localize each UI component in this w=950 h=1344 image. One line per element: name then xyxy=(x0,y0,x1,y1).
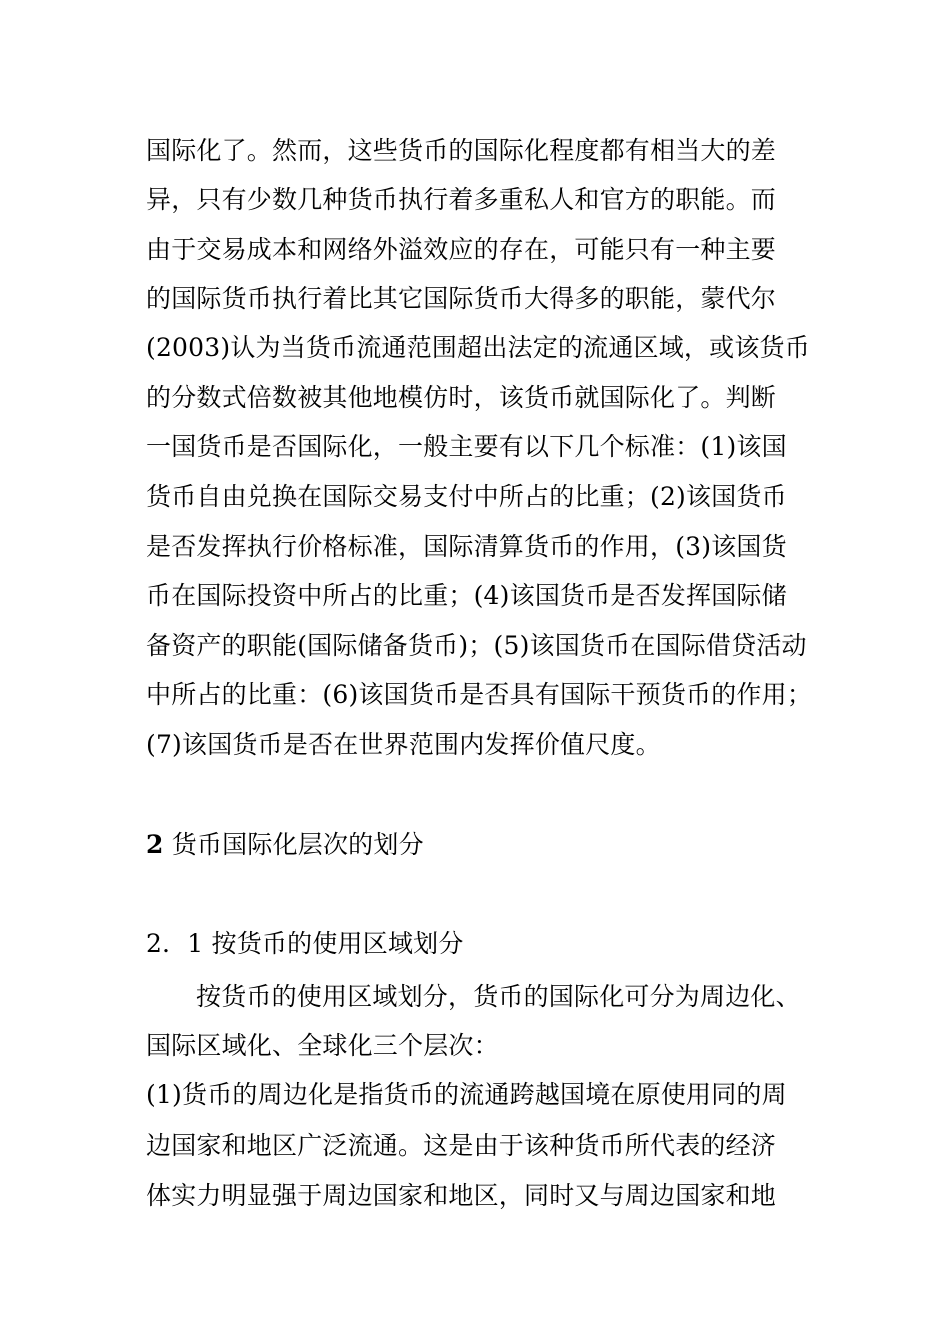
text-line: (2003)认为当货币流通范围超出法定的流通区域，或该货币 xyxy=(146,333,810,362)
text-line: 是否发挥执行价格标准，国际清算货币的作用，(3)该国货 xyxy=(146,532,787,561)
text-line: 国际区域化、全球化三个层次： xyxy=(146,1031,499,1060)
text-line: 边国家和地区广泛流通。这是由于该种货币所代表的经济 xyxy=(146,1131,777,1160)
text-line: 币在国际投资中所占的比重；(4)该国货币是否发挥国际储 xyxy=(146,581,787,610)
text-line: 的国际货币执行着比其它国际货币大得多的职能，蒙代尔 xyxy=(146,284,777,313)
text-line: 的分数式倍数被其他地模仿时，该货币就国际化了。判断 xyxy=(146,383,777,412)
text-line: 货币自由兑换在国际交易支付中所占的比重；(2)该国货币 xyxy=(146,482,787,511)
text-line: 由于交易成本和网络外溢效应的存在，可能只有一种主要 xyxy=(146,235,777,264)
text-line: 异，只有少数几种货币执行着多重私人和官方的职能。而 xyxy=(146,185,777,214)
text-line: 国际化了。然而，这些货币的国际化程度都有相当大的差 xyxy=(146,136,777,165)
text-line: 体实力明显强于周边国家和地区，同时又与周边国家和地 xyxy=(146,1181,777,1210)
text-line: (1)货币的周边化是指货币的流通跨越国境在原使用同的周 xyxy=(146,1080,787,1109)
section-title: 货币国际化层次的划分 xyxy=(171,830,424,859)
section-number: 2 xyxy=(146,830,164,859)
text-line: 备资产的职能(国际储备货币)；(5)该国货币在国际借贷活动 xyxy=(146,631,807,660)
text-line: 按货币的使用区域划分，货币的国际化可分为周边化、 xyxy=(196,982,801,1011)
text-line: (7)该国货币是否在世界范围内发挥价值尺度。 xyxy=(146,730,661,759)
text-line: 中所占的比重：(6)该国货币是否具有国际干预货币的作用； xyxy=(146,680,813,709)
section-heading xyxy=(146,830,424,860)
text-line: 一国货币是否国际化，一般主要有以下几个标准：(1)该国 xyxy=(146,432,787,461)
subsection-heading: 2．1 按货币的使用区域划分 xyxy=(146,929,464,958)
